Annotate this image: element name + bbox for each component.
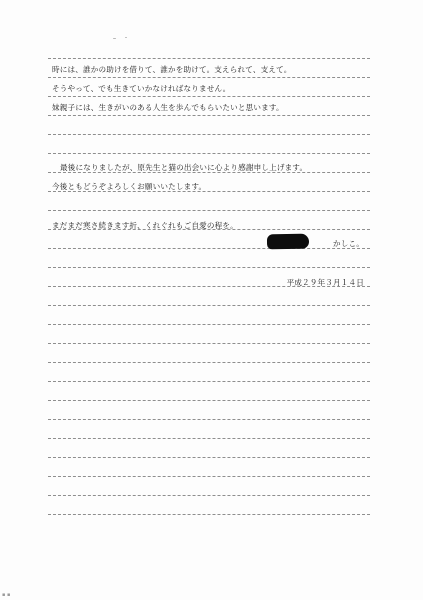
ruled-line: [48, 115, 370, 116]
ruled-line: [48, 419, 370, 420]
letter-date: 平成２９年３月１４日: [286, 278, 364, 287]
ruled-line: [48, 476, 370, 477]
ruled-line: [48, 305, 370, 306]
closing-word: かしこ。: [333, 239, 364, 248]
ruled-line: [48, 381, 370, 382]
letter-line: 時には、誰かの助けを借りて、誰かを助けて。支えられて、支えて。: [52, 65, 292, 74]
ruled-line: [48, 134, 370, 135]
ruled-line: [48, 248, 370, 249]
ruled-line: [48, 438, 370, 439]
letter-line: そうやって、でも生きていかなければなりません。: [52, 84, 231, 93]
ruled-line: [48, 495, 370, 496]
scan-mark: [125, 37, 127, 38]
redacted-signature: [267, 234, 309, 250]
ruled-line: [48, 457, 370, 458]
ruled-line: [48, 96, 370, 97]
ruled-line: [48, 324, 370, 325]
ruled-line: [48, 153, 370, 154]
letter-line: 最後になりましたが、原先生と猫の出会いに心より感謝申し上げます。: [60, 163, 308, 172]
ruled-line: [48, 267, 370, 268]
ruled-line: [48, 343, 370, 344]
ruled-line: [48, 514, 370, 515]
scan-mark: [113, 38, 116, 39]
ruled-line: [48, 77, 370, 78]
letter-line: まだまだ寒さ続きます折、くれぐれもご自愛の程を。: [52, 221, 238, 230]
letter-line: 今後ともどうぞよろしくお願いいたします。: [52, 182, 207, 191]
letter-line: 妹親子には、生きがいのある人生を歩んでもらいたいと思います。: [52, 103, 284, 112]
ruled-line: [48, 58, 370, 59]
ruled-line: [48, 362, 370, 363]
ruled-line: [48, 400, 370, 401]
scan-footer-mark: ▪ ▪: [2, 592, 11, 598]
ruled-line: [48, 210, 370, 211]
